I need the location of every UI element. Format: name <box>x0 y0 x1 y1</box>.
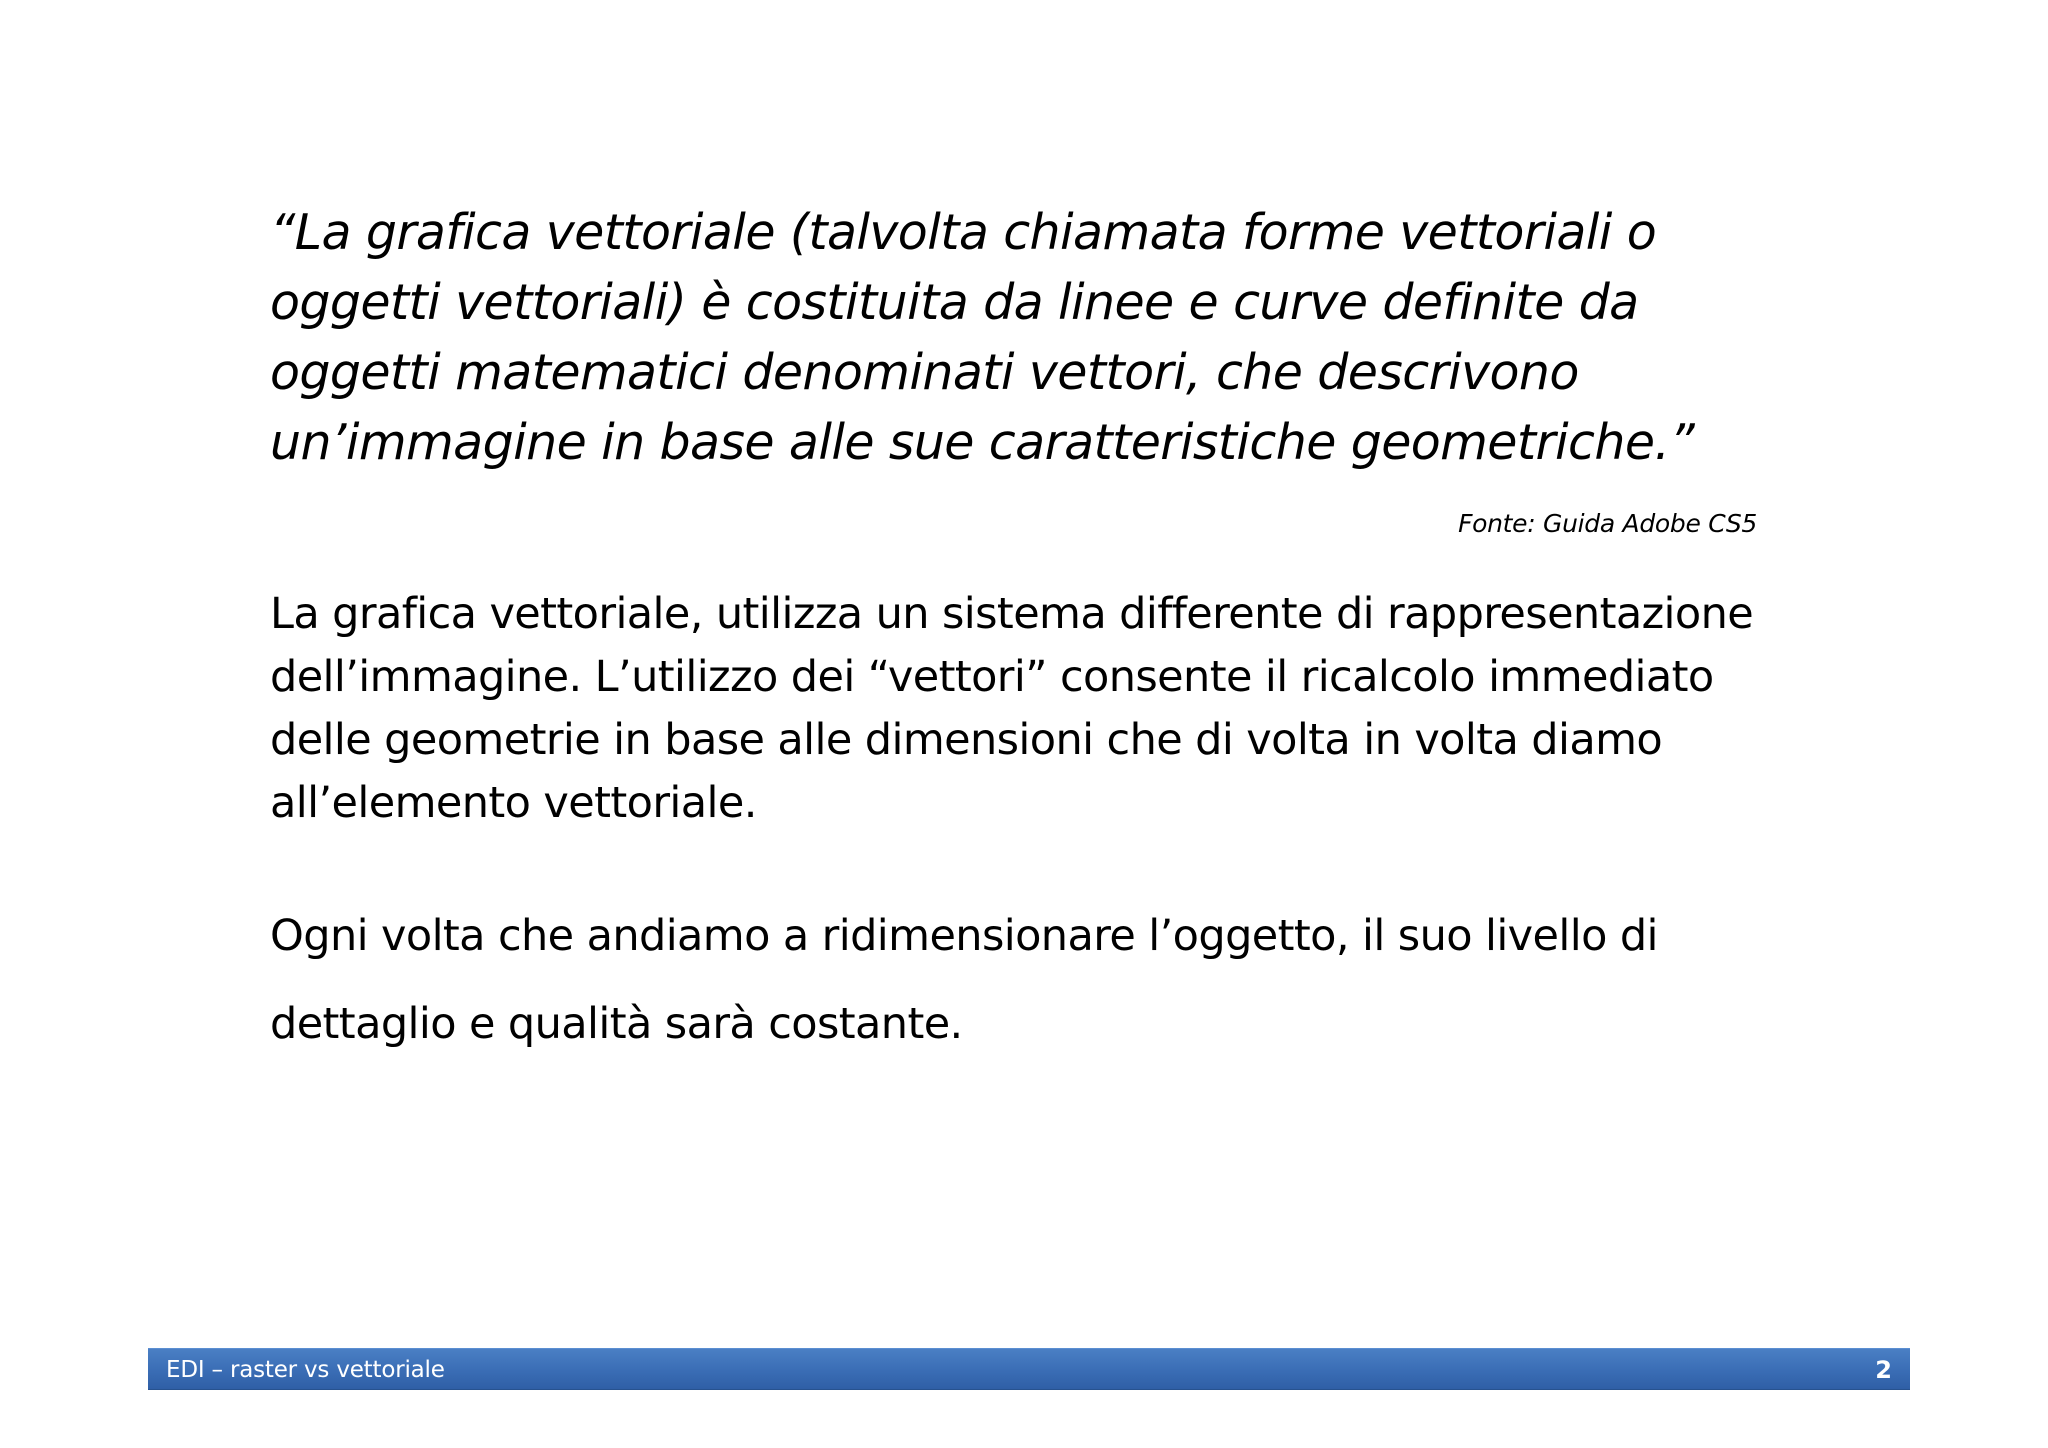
quote-line: “La grafica vettoriale (talvolta chiamata forme vettoriali o <box>270 204 1657 261</box>
paragraph-line: dell’immagine. L’utilizzo dei “vettori” consente il ricalcolo immediato <box>270 652 1714 702</box>
paragraph-description <box>270 583 1830 835</box>
quote-line: un’immagine in base alle sue caratteristiche geometriche.” <box>270 414 1695 471</box>
quote-source: Fonte: Guida Adobe CS5 <box>1458 509 1757 538</box>
paragraph-scaling <box>270 892 1830 1068</box>
page-number: 2 <box>1875 1356 1892 1384</box>
quote-line: oggetti vettoriali) è costituita da linee e curve definite da <box>270 274 1639 331</box>
footer-title: EDI – raster vs vettoriale <box>166 1357 445 1383</box>
quote-line: oggetti matematici denominati vettori, che descrivono <box>270 344 1579 401</box>
paragraph-line: dettaglio e qualità sarà costante. <box>270 999 963 1049</box>
quote-block <box>270 198 1790 478</box>
paragraph-line: Ogni volta che andiamo a ridimensionare l’oggetto, il suo livello di <box>270 911 1658 961</box>
footer-bar <box>148 1348 1910 1390</box>
paragraph-line: La grafica vettoriale, utilizza un sistema differente di rappresentazione <box>270 589 1754 639</box>
paragraph-line: delle geometrie in base alle dimensioni che di volta in volta diamo <box>270 715 1663 765</box>
paragraph-line: all’elemento vettoriale. <box>270 778 757 828</box>
